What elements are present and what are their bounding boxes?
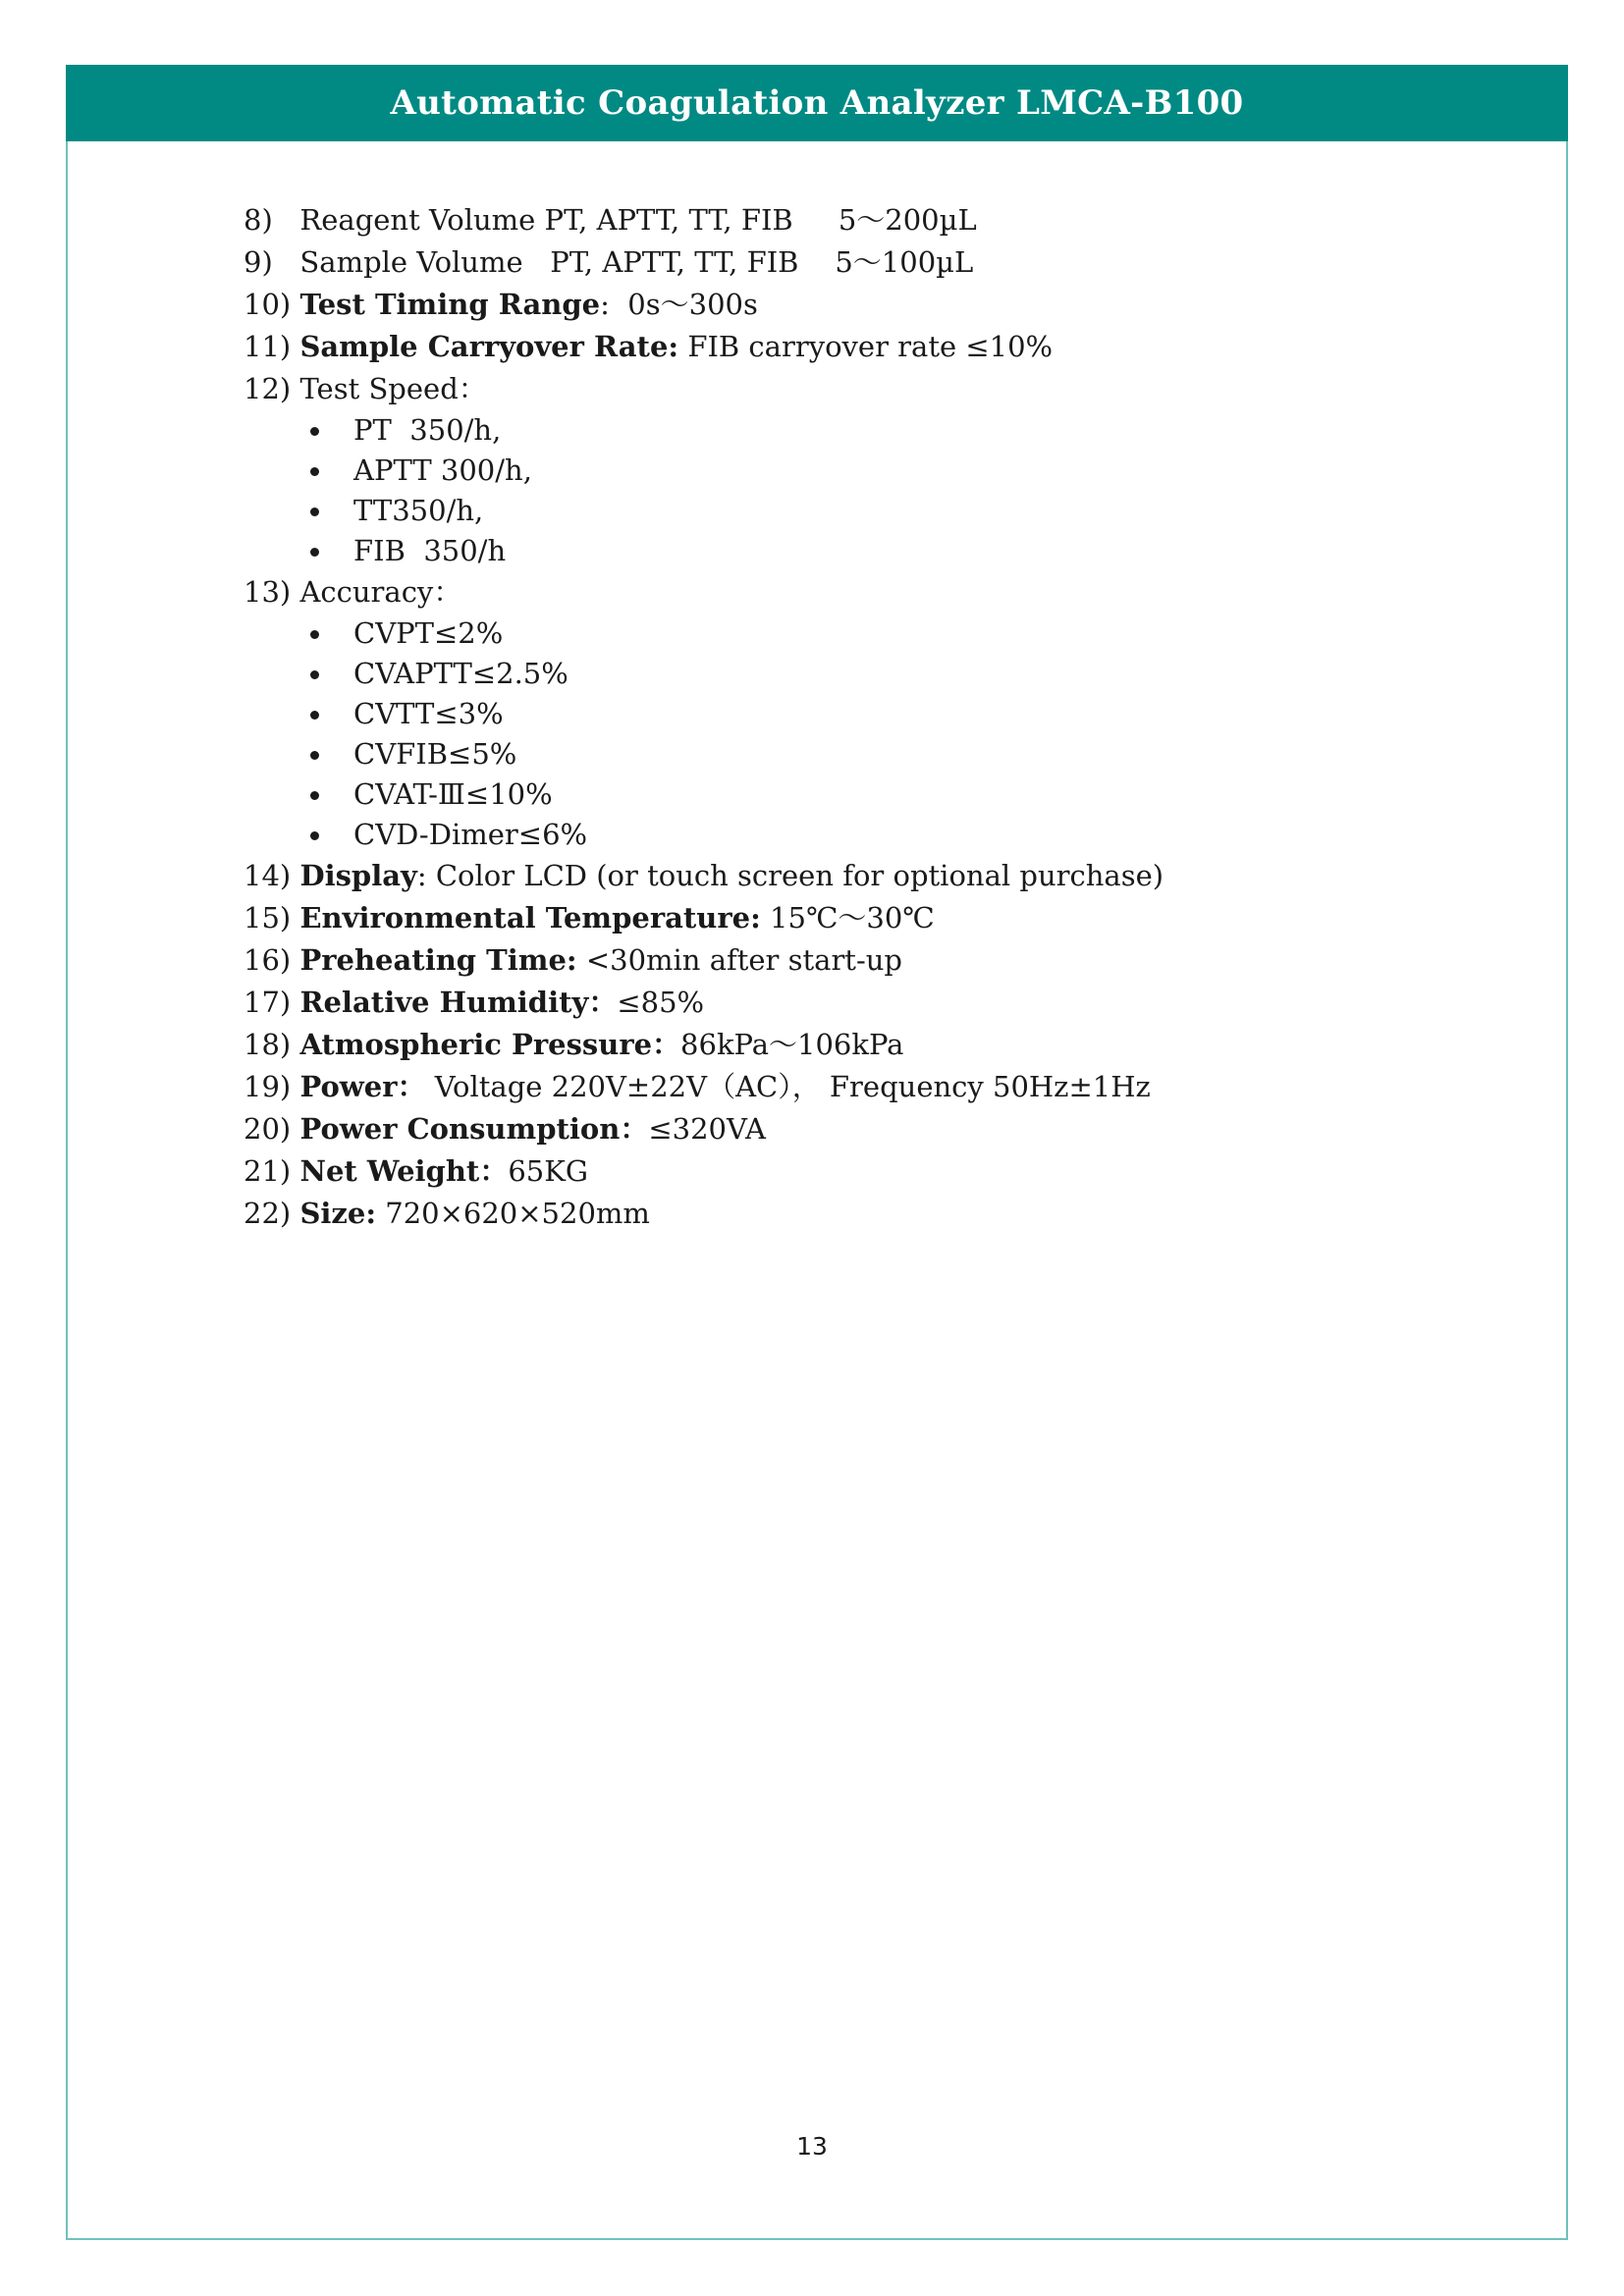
bullet-text: CVAPTT≤2.5% xyxy=(353,657,568,690)
item-label: Atmospheric Pressure： xyxy=(299,1028,681,1061)
item-text: 86kPa～106kPa xyxy=(680,1028,904,1061)
item-text: 65KG xyxy=(508,1154,589,1188)
item-number: 11) xyxy=(244,330,292,363)
spec-item-net-weight xyxy=(244,1150,1422,1193)
bullet-text: CVPT≤2% xyxy=(353,616,504,650)
item-text: <30min after start-up xyxy=(576,943,902,977)
bullet-icon xyxy=(310,711,319,720)
spec-item-accuracy xyxy=(244,571,1422,614)
accuracy-bullet xyxy=(244,654,1422,694)
spec-item-preheating-time xyxy=(244,939,1422,982)
spec-item-display xyxy=(244,855,1422,897)
item-text: Sample Volume PT, APTT, TT, FIB 5～100µL xyxy=(299,245,974,279)
spec-item-power xyxy=(244,1066,1422,1108)
spec-item-size xyxy=(244,1193,1422,1235)
item-label: Power Consumption： xyxy=(299,1112,649,1146)
bullet-icon xyxy=(310,548,319,557)
bullet-text: FIB 350/h xyxy=(353,534,507,567)
bullet-text: TT350/h, xyxy=(353,494,484,527)
item-label: Sample Carryover Rate: xyxy=(299,330,679,363)
bullet-text: CVAT-Ⅲ≤10% xyxy=(353,777,553,811)
item-text: 15℃～30℃ xyxy=(760,901,935,934)
item-number: 17) xyxy=(244,986,292,1019)
item-label: Power： xyxy=(299,1070,426,1103)
spec-item-sample-volume xyxy=(244,241,1422,284)
item-number: 14) xyxy=(244,859,292,892)
bullet-text: CVD-Dimer≤6% xyxy=(353,818,588,851)
item-number: 20) xyxy=(244,1112,292,1146)
spec-item-sample-carryover-rate xyxy=(244,326,1422,368)
spec-item-relative-humidity xyxy=(244,982,1422,1024)
item-label: Test Timing Range xyxy=(299,288,601,321)
item-number: 10) xyxy=(244,288,292,321)
item-number: 22) xyxy=(244,1197,292,1230)
item-label: Preheating Time: xyxy=(299,943,577,977)
item-number: 18) xyxy=(244,1028,292,1061)
item-text: : 0s～300s xyxy=(600,288,758,321)
specification-list xyxy=(244,199,1422,1235)
bullet-text: APTT 300/h, xyxy=(353,454,532,487)
item-number: 19) xyxy=(244,1070,292,1103)
bullet-text: CVTT≤3% xyxy=(353,697,504,730)
test-speed-bullet xyxy=(244,531,1422,571)
bullet-icon xyxy=(310,630,319,639)
bullet-icon xyxy=(310,670,319,679)
item-label: Display xyxy=(299,859,417,892)
accuracy-bullet xyxy=(244,734,1422,774)
item-number: 21) xyxy=(244,1154,292,1188)
bullet-text: PT 350/h, xyxy=(353,413,502,447)
spec-item-test-speed xyxy=(244,368,1422,410)
item-text: ≤320VA xyxy=(648,1112,766,1146)
bullet-icon xyxy=(310,467,319,476)
document-title: Automatic Coagulation Analyzer LMCA-B100 xyxy=(390,83,1244,123)
item-text: Accuracy： xyxy=(299,575,462,609)
item-number: 13) xyxy=(244,575,292,609)
item-number: 8) xyxy=(244,203,273,237)
item-number: 9) xyxy=(244,245,273,279)
item-text: 720×620×520mm xyxy=(376,1197,650,1230)
item-text: : Color LCD (or touch screen for optional purchase) xyxy=(416,859,1164,892)
accuracy-bullet xyxy=(244,614,1422,654)
test-speed-bullet xyxy=(244,451,1422,491)
accuracy-bullet xyxy=(244,815,1422,855)
test-speed-bullet xyxy=(244,410,1422,451)
accuracy-bullet xyxy=(244,694,1422,734)
header-bar xyxy=(66,65,1568,141)
item-label: Size: xyxy=(299,1197,377,1230)
bullet-icon xyxy=(310,751,319,760)
page-number: 13 xyxy=(796,2132,828,2161)
item-number: 12) xyxy=(244,372,292,405)
item-text: FIB carryover rate ≤10% xyxy=(678,330,1054,363)
bullet-icon xyxy=(310,427,319,436)
item-text: Voltage 220V±22V（AC）， Frequency 50Hz±1Hz xyxy=(425,1070,1151,1103)
test-speed-bullet xyxy=(244,491,1422,531)
spec-item-power-consumption xyxy=(244,1108,1422,1150)
item-label: Relative Humidity： xyxy=(299,986,618,1019)
spec-item-environmental-temperature xyxy=(244,897,1422,939)
spec-item-atmospheric-pressure xyxy=(244,1024,1422,1066)
bullet-text: CVFIB≤5% xyxy=(353,737,517,771)
spec-item-test-timing-range xyxy=(244,284,1422,326)
item-label: Net Weight： xyxy=(299,1154,509,1188)
item-text: Reagent Volume PT, APTT, TT, FIB 5～200µL xyxy=(299,203,977,237)
bullet-icon xyxy=(310,507,319,516)
bullet-icon xyxy=(310,831,319,840)
item-number: 15) xyxy=(244,901,292,934)
item-number: 16) xyxy=(244,943,292,977)
item-label: Environmental Temperature: xyxy=(299,901,761,934)
item-text: Test Speed： xyxy=(299,372,487,405)
accuracy-bullet xyxy=(244,774,1422,815)
bullet-icon xyxy=(310,791,319,800)
item-text: ≤85% xyxy=(617,986,705,1019)
spec-item-reagent-volume xyxy=(244,199,1422,241)
